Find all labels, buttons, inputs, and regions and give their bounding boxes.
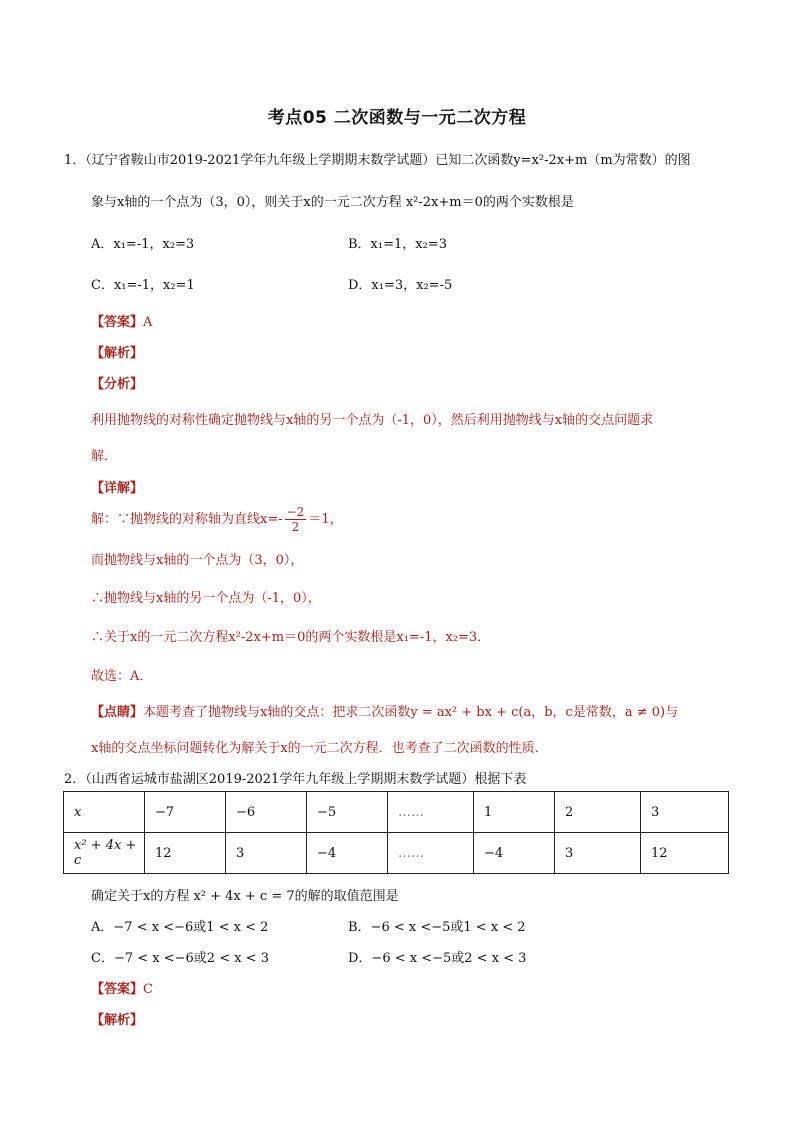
q2-option-b: B．−6 < x <−5或1 < x < 2 <box>348 920 526 935</box>
detail-line1-pre: 解：∵抛物线的对称轴为直线x=- <box>91 512 283 527</box>
page-title: 考点05 二次函数与一元二次方程 <box>267 108 527 128</box>
fraction-numerator: −2 <box>286 505 305 519</box>
table-cell: 1 <box>474 792 555 833</box>
table-row <box>64 833 729 874</box>
q1-fenxi-label <box>91 373 143 392</box>
analysis-label: 【解析】 <box>91 346 144 361</box>
q1-detail-line5: 故选：A． <box>91 669 153 684</box>
q2-option-a: A．−7 < x <−6或1 < x < 2 <box>91 920 269 935</box>
q1-analysis-label <box>91 342 143 361</box>
table-cell: …… <box>388 792 474 833</box>
table-cell: −5 <box>307 792 388 833</box>
q2-analysis-label <box>91 1009 143 1028</box>
q1-option-d: D．x₁=3，x₂=-5 <box>348 278 453 293</box>
q1-option-b: B．x₁=1，x₂=3 <box>348 237 447 252</box>
detail-label: 【详解】 <box>91 481 144 496</box>
q2-option-c: C．−7 < x <−6或2 < x < 3 <box>91 951 269 966</box>
q1-detail-line3: ∴抛物线与x轴的另一个点为（-1，0）， <box>91 591 321 606</box>
q1-fenxi-text1: 利用抛物线的对称性确定抛物线与x轴的另一个点为（-1，0），然后利用抛物线与x轴的交点问题求 <box>91 413 654 428</box>
answer-label: 【答案】 <box>91 982 144 997</box>
q1-option-c: C．x₁=-1，x₂=1 <box>91 278 195 293</box>
table-cell: −4 <box>307 833 388 874</box>
fraction-denominator: 2 <box>291 520 300 534</box>
table-cell: 3 <box>226 833 307 874</box>
q1-dianjing-text2: x轴的交点坐标问题转化为解关于x的一元二次方程．也考查了二次函数的性质． <box>91 741 548 756</box>
q1-detail-line4: ∴关于x的一元二次方程x²-2x+m＝0的两个实数根是x₁=-1，x₂=3． <box>91 630 491 645</box>
detail-fraction <box>285 505 307 534</box>
table-row <box>64 792 729 833</box>
answer-value: C <box>143 982 153 997</box>
q1-detail-line2: 而抛物线与x轴的一个点为（3，0）， <box>91 553 304 568</box>
q1-detail-line1 <box>91 505 343 534</box>
q1-dianjing <box>91 701 678 720</box>
answer-value: A <box>143 315 153 330</box>
table-cell: −4 <box>474 833 555 874</box>
answer-label: 【答案】 <box>91 315 144 330</box>
dianjing-text1: 本题考查了抛物线与x轴的交点：把求二次函数y = ax² + bx + c(a，b，c是常数，a ≠ 0)与 <box>143 705 679 720</box>
q1-option-a: A．x₁=-1，x₂=3 <box>91 237 195 252</box>
q1-stem-line2: 象与x轴的一个点为（3，0），则关于x的一元二次方程 x²-2x+m＝0的两个实数根是 <box>91 195 574 210</box>
q2-option-d: D．−6 < x <−5或2 < x < 3 <box>348 951 527 966</box>
table-cell: x² + 4x + c <box>64 833 145 874</box>
table-cell: x <box>64 792 145 833</box>
table-cell: −6 <box>226 792 307 833</box>
table-cell: 2 <box>555 792 641 833</box>
value-table <box>63 791 729 874</box>
table-cell: −7 <box>145 792 226 833</box>
table-cell: …… <box>388 833 474 874</box>
q1-answer <box>91 311 152 330</box>
analysis-label: 【解析】 <box>91 1013 144 1028</box>
q1-fenxi-text2: 解． <box>91 449 118 464</box>
q1-detail-label <box>91 477 143 496</box>
q2-prompt: 确定关于x的方程 x² + 4x + c = 7的解的取值范围是 <box>91 889 399 904</box>
q2-answer <box>91 978 153 997</box>
q2-stem: 2．（山西省运城市盐湖区2019-2021学年九年级上学期期末数学试题）根据下表 <box>64 772 527 787</box>
detail-line1-post: ＝1， <box>308 512 343 527</box>
table-cell: 3 <box>641 792 729 833</box>
fenxi-label: 【分析】 <box>91 377 144 392</box>
dianjing-label: 【点睛】 <box>91 705 144 720</box>
table-cell: 12 <box>641 833 729 874</box>
table-cell: 3 <box>555 833 641 874</box>
table-cell: 12 <box>145 833 226 874</box>
q1-stem-line1: 1．（辽宁省鞍山市2019-2021学年九年级上学期期末数学试题）已知二次函数y=x²-2x+m（m为常数）的图 <box>64 153 691 168</box>
